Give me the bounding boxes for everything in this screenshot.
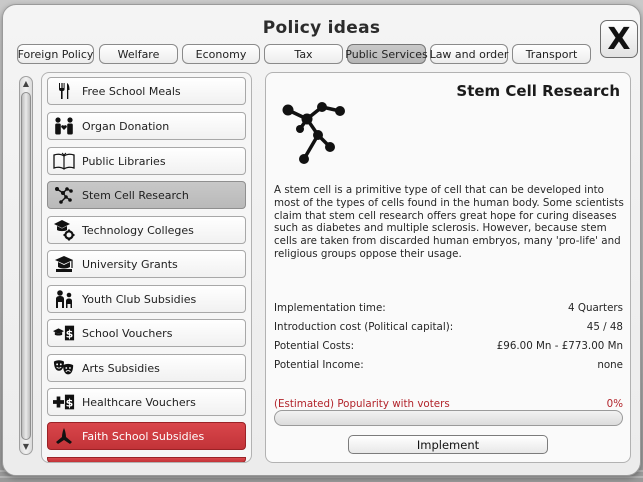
policy-item-faith-school-subsidies[interactable] bbox=[47, 422, 246, 450]
stat-value: £96.00 Mn - £773.00 Mn bbox=[496, 340, 623, 352]
implement-button[interactable]: Implement bbox=[348, 435, 548, 454]
policy-item-organ-donation[interactable] bbox=[47, 112, 246, 140]
scroll-down-arrow-icon[interactable]: ▼ bbox=[22, 442, 30, 451]
policy-list bbox=[41, 72, 252, 463]
policy-item-university-grants[interactable] bbox=[47, 250, 246, 278]
popularity-value: 0% bbox=[606, 398, 623, 410]
molecule-icon bbox=[53, 184, 75, 206]
scroll-thumb[interactable] bbox=[21, 92, 31, 440]
svg-text:$: $ bbox=[65, 396, 74, 410]
stat-implementation-time bbox=[274, 302, 623, 314]
policy-item-healthcare-vouchers[interactable] bbox=[47, 388, 246, 416]
policy-item-label: Technology Colleges bbox=[82, 223, 194, 237]
tab-economy[interactable]: Economy bbox=[182, 44, 260, 64]
theatre-masks-icon bbox=[53, 357, 75, 379]
policy-item-label: Stem Cell Research bbox=[82, 188, 189, 202]
tab-transport[interactable]: Transport bbox=[512, 44, 591, 64]
donor-icon bbox=[53, 115, 75, 137]
graduation-cap-icon bbox=[53, 253, 75, 275]
popularity-label: (Estimated) Popularity with voters bbox=[274, 398, 450, 410]
policy-item-technology-colleges[interactable] bbox=[47, 216, 246, 244]
tab-law-and-order[interactable]: Law and order bbox=[430, 44, 508, 64]
graduate-gear-icon bbox=[53, 219, 75, 241]
cap-voucher-icon bbox=[53, 322, 75, 344]
open-book-icon bbox=[53, 150, 75, 172]
policy-description: A stem cell is a primitive type of cell that can be developed into most of the types of cells found in the human body. Some scientists claim that stem cell research offers great hope for curing diseases such as diabetes and multiple sclerosis. However, because stem cells are taken from discarded human embryos, many 'pro-life' and religious groups oppose their usage. bbox=[274, 184, 624, 260]
policy-item-youth-club-subsidies[interactable] bbox=[47, 285, 246, 313]
stat-label: Potential Income: bbox=[274, 359, 364, 371]
policy-ideas-window bbox=[2, 4, 641, 476]
popularity-bar bbox=[274, 410, 623, 426]
stat-label: Implementation time: bbox=[274, 302, 386, 314]
policy-item-partial[interactable] bbox=[47, 457, 246, 463]
tab-public-services[interactable]: Public Services bbox=[347, 44, 426, 64]
policy-item-label: Free School Meals bbox=[82, 84, 181, 98]
stat-value: 45 / 48 bbox=[586, 321, 623, 333]
policy-item-arts-subsidies[interactable] bbox=[47, 354, 246, 382]
tab-welfare[interactable]: Welfare bbox=[99, 44, 178, 64]
policy-item-label: Organ Donation bbox=[82, 119, 170, 133]
policy-item-label: School Vouchers bbox=[82, 326, 173, 340]
policy-item-label: Faith School Subsidies bbox=[82, 429, 205, 443]
close-button[interactable]: X bbox=[600, 20, 638, 58]
tab-tax[interactable]: Tax bbox=[264, 44, 343, 64]
policy-item-school-vouchers[interactable] bbox=[47, 319, 246, 347]
stat-value: none bbox=[597, 359, 623, 371]
policy-list-scrollbar[interactable] bbox=[19, 76, 33, 455]
policy-item-free-school-meals[interactable] bbox=[47, 77, 246, 105]
policy-item-stem-cell-research[interactable] bbox=[47, 181, 246, 209]
policy-item-public-libraries[interactable] bbox=[47, 147, 246, 175]
policy-item-label: Youth Club Subsidies bbox=[82, 292, 197, 306]
stat-potential-costs bbox=[274, 340, 623, 352]
scroll-up-arrow-icon[interactable]: ▲ bbox=[22, 79, 30, 88]
tab-foreign-policy[interactable]: Foreign Policy bbox=[17, 44, 94, 64]
medical-voucher-icon bbox=[53, 391, 75, 413]
praying-hands-icon bbox=[53, 425, 75, 447]
stat-potential-income bbox=[274, 359, 623, 371]
window-title: Policy ideas bbox=[262, 18, 381, 38]
policy-title: Stem Cell Research bbox=[456, 82, 620, 100]
popularity-row bbox=[274, 398, 623, 410]
youth-icon bbox=[53, 288, 75, 310]
stat-label: Introduction cost (Political capital): bbox=[274, 321, 454, 333]
cutlery-icon bbox=[53, 80, 75, 102]
stat-label: Potential Costs: bbox=[274, 340, 355, 352]
policy-item-label: Public Libraries bbox=[82, 154, 166, 168]
svg-text:$: $ bbox=[65, 327, 74, 341]
policy-detail-panel bbox=[265, 72, 631, 463]
stat-value: 4 Quarters bbox=[568, 302, 623, 314]
policy-item-label: Healthcare Vouchers bbox=[82, 395, 196, 409]
policy-item-label: University Grants bbox=[82, 257, 178, 271]
stat-introduction-cost bbox=[274, 321, 623, 333]
policy-item-label: Arts Subsidies bbox=[82, 361, 160, 375]
molecule-icon bbox=[280, 101, 350, 175]
